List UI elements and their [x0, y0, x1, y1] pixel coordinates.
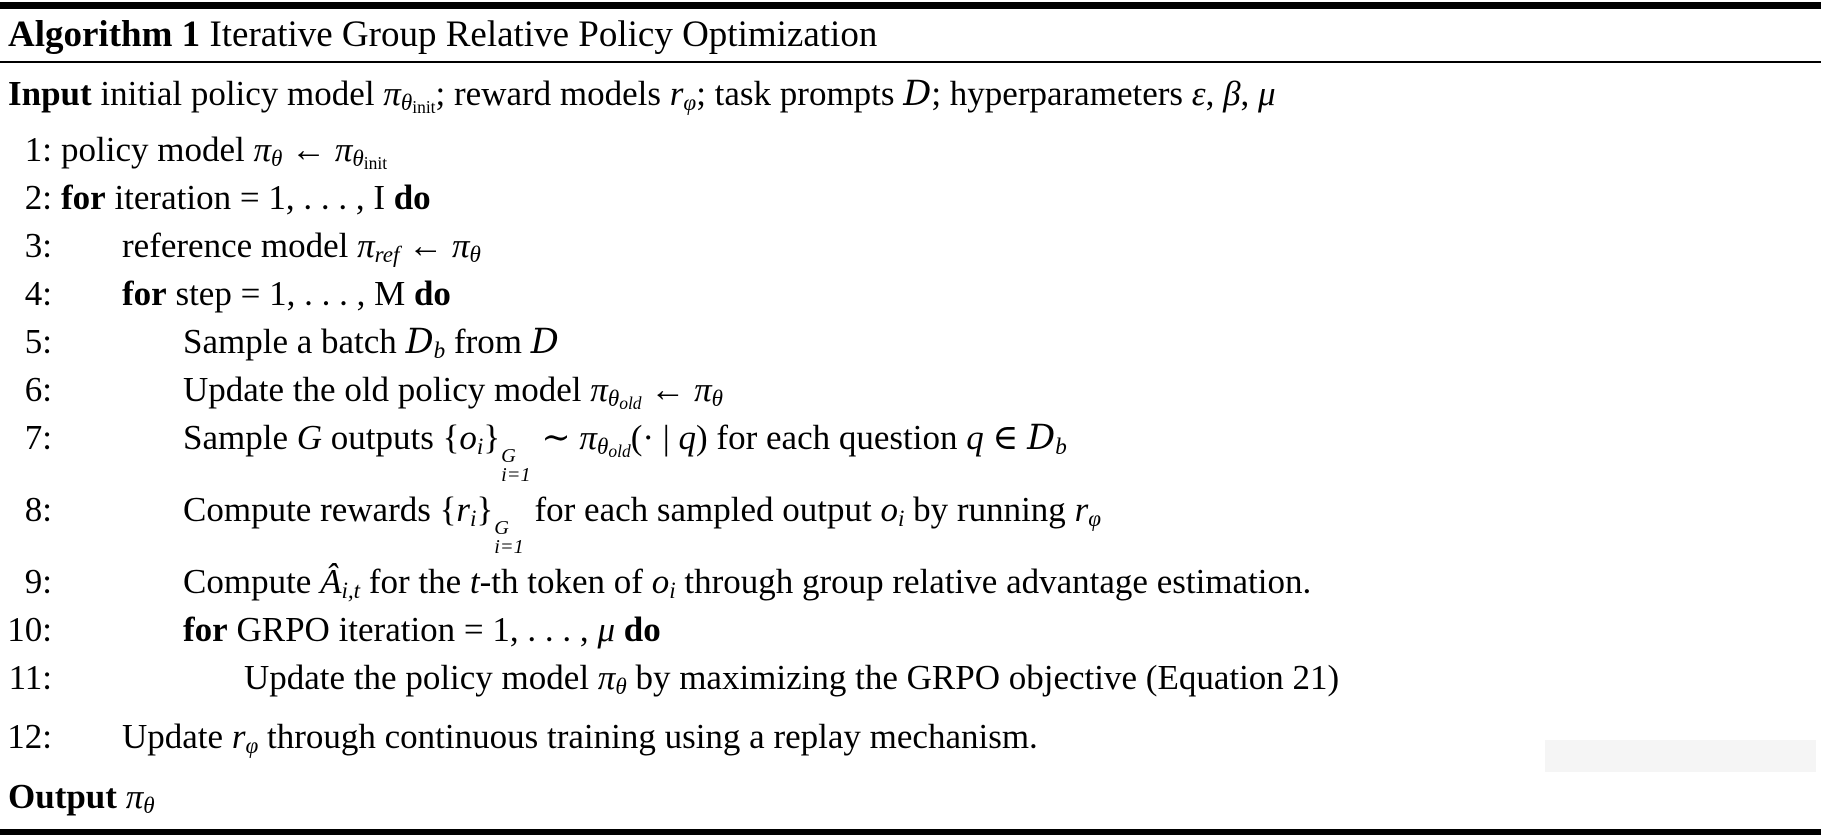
- faint-highlight-artifact: [1545, 740, 1816, 772]
- top-rule: [0, 2, 1821, 9]
- algorithm-line: [0, 174, 1821, 222]
- line-statement: for iteration = 1, . . . , I do: [61, 178, 431, 217]
- algorithm-line: [0, 222, 1821, 270]
- line-number: 10:: [7, 609, 52, 649]
- line-statement: Sample G outputs {oi} G i=1 ∼ $\pi\theta_{old}(\cdot$ | q) for each question q ∈ Db: [183, 418, 1067, 487]
- algorithm-line: [0, 558, 1821, 606]
- line-number: 9:: [24, 561, 52, 601]
- line-number: 4:: [24, 274, 52, 313]
- algorithm-title: [0, 9, 1821, 61]
- line-statement: Compute rewards {ri} G i=1 for each sampled output oi by running rφ: [183, 489, 1101, 559]
- line-number: 11:: [8, 657, 52, 697]
- line-statement: for step = 1, . . . , M do: [122, 274, 451, 313]
- line-statement: Compute Âi,t for the t-th token of oi through group relative advantage estimation.: [183, 561, 1312, 603]
- bottom-rule: [0, 829, 1821, 835]
- line-statement: Sample a batch Db from D: [183, 322, 559, 364]
- line-statement: for GRPO iteration = 1, . . . , μ do: [183, 609, 661, 649]
- algorithm-title-text: Iterative Group Relative Policy Optimization: [209, 14, 878, 55]
- line-statement: reference model πref ← πθ: [122, 226, 481, 268]
- input-line: Input initial policy model $\pi\theta_{init}$; reward models rφ; task prompts D; hyperparameters ε, β, μ: [8, 74, 1276, 117]
- algorithm-lines: [0, 124, 1821, 761]
- line-statement: Update rφ through continuous training using a replay mechanism.: [122, 716, 1038, 758]
- line-number: 8:: [24, 489, 52, 529]
- line-number: 2:: [24, 178, 52, 217]
- line-statement: policy model πθ ← $\pi\theta_{init}$: [61, 130, 388, 173]
- line-number: 3:: [24, 226, 52, 265]
- algorithm-line: [0, 414, 1821, 486]
- algorithm-line: [0, 366, 1821, 414]
- algorithm-line: [0, 654, 1821, 702]
- output-line: Output πθ: [8, 776, 155, 818]
- line-number: 7:: [24, 418, 52, 457]
- algorithm-title-label: Algorithm 1: [8, 14, 201, 55]
- algorithm-line: [0, 318, 1821, 366]
- line-number: 5:: [24, 322, 52, 361]
- algorithm-line: [0, 270, 1821, 318]
- line-statement: Update the old policy model $\pi\theta_{old}$ ← πθ: [183, 370, 723, 413]
- algorithm-line: [0, 606, 1821, 654]
- line-number: 12:: [7, 716, 52, 756]
- algorithm-line: [0, 126, 1821, 174]
- line-number: 1:: [24, 130, 52, 169]
- algorithm-line: [0, 486, 1821, 558]
- line-statement: Update the policy model πθ by maximizing the GRPO objective (Equation 21): [244, 657, 1340, 699]
- line-number: 6:: [24, 370, 52, 409]
- algorithm-box: [0, 2, 1821, 818]
